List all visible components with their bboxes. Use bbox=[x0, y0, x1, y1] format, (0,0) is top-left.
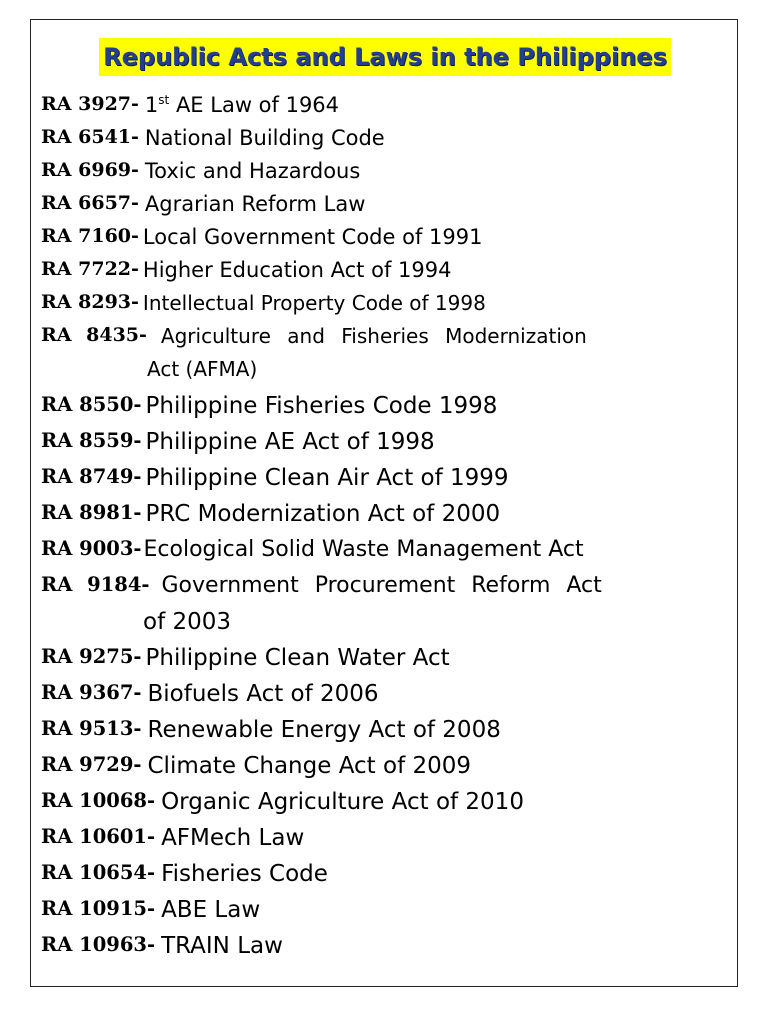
law-number: RA 10601- bbox=[41, 825, 156, 848]
law-title: Toxic and Hazardous bbox=[144, 159, 361, 183]
law-title: Climate Change Act of 2009 bbox=[147, 753, 472, 779]
title-banner bbox=[49, 38, 721, 76]
law-title: 1st AE Law of 1964 bbox=[144, 93, 340, 117]
law-item bbox=[41, 393, 729, 429]
law-item bbox=[41, 126, 729, 159]
law-number: RA 10915- bbox=[41, 897, 156, 920]
law-item bbox=[41, 825, 729, 861]
law-item bbox=[41, 258, 729, 291]
law-item bbox=[41, 573, 729, 609]
law-item bbox=[41, 93, 729, 126]
law-number: RA 8293- bbox=[41, 291, 139, 313]
law-number: RA 7160- bbox=[41, 225, 139, 247]
law-title: Biofuels Act of 2006 bbox=[147, 681, 379, 707]
law-title: Higher Education Act of 1994 bbox=[142, 258, 452, 282]
law-title: Philippine Clean Air Act of 1999 bbox=[145, 465, 509, 491]
law-title-continuation: of 2003 bbox=[143, 609, 232, 635]
law-title-continuation: Act (AFMA) bbox=[147, 357, 258, 381]
law-number: RA 9729- bbox=[41, 753, 142, 776]
law-number: RA 6657- bbox=[41, 192, 139, 214]
law-number: RA 6969- bbox=[41, 159, 139, 181]
law-item-continuation bbox=[41, 357, 729, 393]
law-number: RA 9184- bbox=[41, 573, 150, 596]
page-title: Republic Acts and Laws in the Philippines bbox=[99, 38, 671, 76]
law-title: Local Government Code of 1991 bbox=[142, 225, 483, 249]
law-item bbox=[41, 861, 729, 897]
law-item bbox=[41, 192, 729, 225]
law-number: RA 6541- bbox=[41, 126, 139, 148]
law-number: RA 8749- bbox=[41, 465, 142, 488]
law-item bbox=[41, 291, 729, 324]
document-page bbox=[30, 19, 738, 987]
law-title: Organic Agriculture Act of 2010 bbox=[161, 789, 524, 815]
law-number: RA 9275- bbox=[41, 645, 142, 668]
law-item bbox=[41, 933, 729, 969]
law-title: Philippine Clean Water Act bbox=[145, 645, 450, 671]
law-title: Philippine Fisheries Code 1998 bbox=[145, 393, 498, 419]
law-title: National Building Code bbox=[144, 126, 385, 150]
law-item bbox=[41, 501, 729, 537]
law-item bbox=[41, 465, 729, 501]
law-number: RA 3927- bbox=[41, 93, 139, 115]
law-title: Fisheries Code bbox=[161, 861, 328, 887]
law-number: RA 7722- bbox=[41, 258, 139, 280]
law-number: RA 8550- bbox=[41, 393, 142, 416]
law-number: RA 10963- bbox=[41, 933, 156, 956]
law-title: Intellectual Property Code of 1998 bbox=[142, 291, 486, 315]
law-number: RA 9513- bbox=[41, 717, 142, 740]
law-number: RA 8981- bbox=[41, 501, 142, 524]
law-list bbox=[41, 93, 729, 969]
law-item bbox=[41, 717, 729, 753]
law-number: RA 10654- bbox=[41, 861, 156, 884]
law-number: RA 9003- bbox=[41, 537, 142, 560]
law-item bbox=[41, 159, 729, 192]
law-item bbox=[41, 537, 729, 573]
law-number: RA 8559- bbox=[41, 429, 142, 452]
law-item bbox=[41, 897, 729, 933]
law-item bbox=[41, 225, 729, 258]
law-item bbox=[41, 681, 729, 717]
law-item-continuation bbox=[41, 609, 729, 645]
law-number: RA 8435- bbox=[41, 324, 147, 346]
law-number: RA 10068- bbox=[41, 789, 156, 812]
law-title: Agriculture and Fisheries Modernization bbox=[160, 324, 587, 348]
law-title: Agrarian Reform Law bbox=[144, 192, 366, 216]
law-number: RA 9367- bbox=[41, 681, 142, 704]
law-title: Government Procurement Reform Act bbox=[161, 573, 602, 598]
law-title: TRAIN Law bbox=[161, 933, 283, 959]
law-title: ABE Law bbox=[161, 897, 261, 923]
law-title: Renewable Energy Act of 2008 bbox=[147, 717, 501, 743]
law-item bbox=[41, 789, 729, 825]
law-title: PRC Modernization Act of 2000 bbox=[145, 501, 501, 527]
law-title: AFMech Law bbox=[161, 825, 305, 851]
law-item bbox=[41, 645, 729, 681]
law-item bbox=[41, 429, 729, 465]
law-item bbox=[41, 324, 729, 357]
law-title: Philippine AE Act of 1998 bbox=[145, 429, 435, 455]
law-item bbox=[41, 753, 729, 789]
law-title: Ecological Solid Waste Management Act bbox=[143, 537, 584, 562]
